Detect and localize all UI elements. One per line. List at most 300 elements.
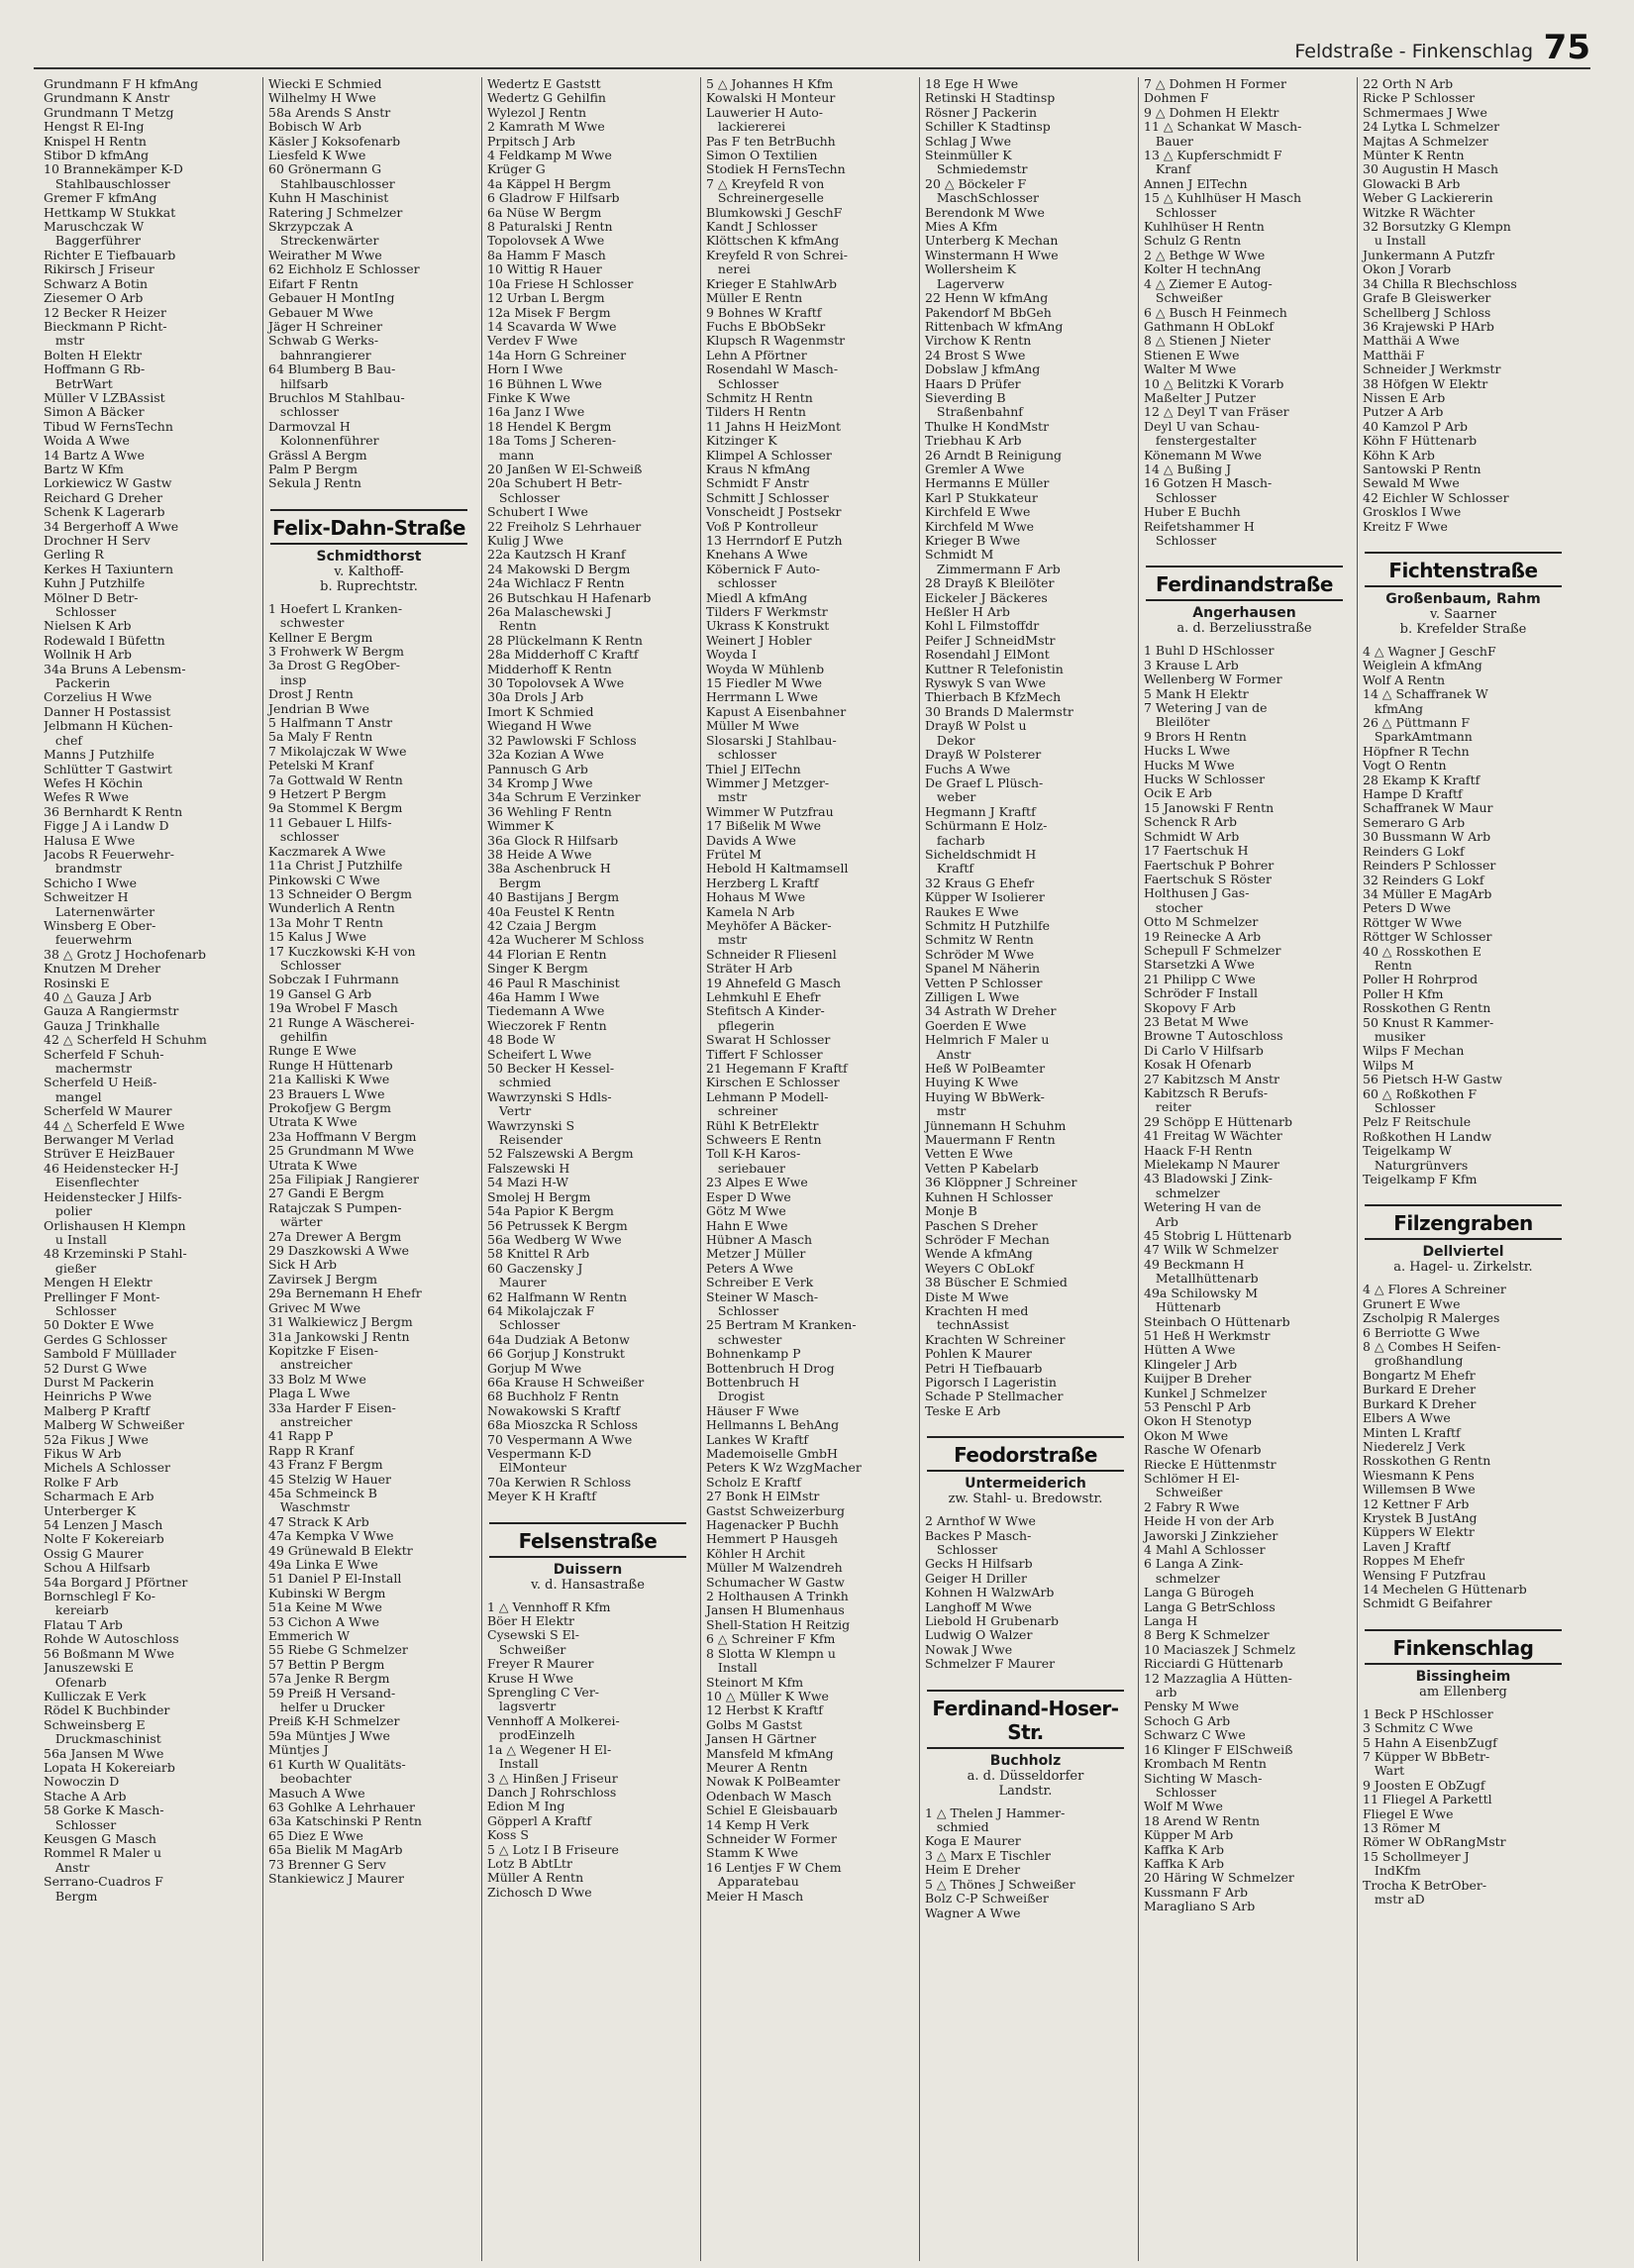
- resident-entry: Tiedemann A Wwe: [487, 1003, 605, 1019]
- resident-entry: 29 Daszkowski A Wwe: [268, 1243, 410, 1259]
- resident-entry: Koga E Maurer: [925, 1833, 1021, 1849]
- resident-entry: 5 △ Johannes H Kfm: [706, 77, 834, 91]
- resident-entry: Bruchlos M Stahlbau-: [268, 389, 405, 405]
- resident-entry: Annen J ElTechn: [1144, 175, 1248, 191]
- resident-entry: Reichard G Dreher: [44, 489, 163, 505]
- resident-entry: 9 Joosten E ObZugf: [1363, 1777, 1485, 1793]
- resident-entry: 10 Brannekämper K-D: [44, 161, 183, 177]
- resident-entry: Stankiewicz J Maurer: [268, 1870, 404, 1886]
- resident-entry: Scheifert L Wwe: [487, 1046, 592, 1062]
- resident-entry: 53 Penschl P Arb: [1144, 1398, 1252, 1414]
- resident-entry: 9 Brors H Rentn: [1144, 728, 1247, 744]
- resident-entry: 57 Bettin P Bergm: [268, 1656, 385, 1672]
- resident-entry: 20 Häring W Schmelzer: [1144, 1870, 1294, 1886]
- resident-entry: Mademoiselle GmbH: [706, 1446, 838, 1461]
- resident-entry: Köhn K Arb: [1363, 447, 1435, 463]
- resident-entry: Winstermann H Wwe: [925, 247, 1059, 262]
- resident-entry: Schreiber E Verk: [706, 1275, 814, 1290]
- resident-entry: 15 Fiedler M Wwe: [706, 675, 823, 691]
- resident-entry: 4 △ Ziemer E Autog-: [1144, 275, 1273, 291]
- resident-entry: Laternenwärter: [44, 903, 155, 919]
- resident-entry: Jünnemann H Schuhm: [925, 1117, 1067, 1133]
- resident-entry: 23 Alpes E Wwe: [706, 1175, 808, 1190]
- resident-entry: 64a Dudziak A Betonw: [487, 1331, 630, 1347]
- resident-entry: 42a Wucherer M Schloss: [487, 932, 645, 948]
- resident-entry: Stache A Arb: [44, 1788, 127, 1804]
- resident-entry: Fuchs E BbObSekr: [706, 318, 826, 334]
- resident-entry: Reinders G Lokf: [1363, 843, 1465, 859]
- resident-entry: Golbs M Gastst: [706, 1716, 802, 1732]
- resident-entry: anstreicher: [268, 1413, 353, 1429]
- resident-entry: schlosser: [706, 747, 777, 763]
- resident-entry: facharb: [925, 832, 985, 848]
- resident-entry: Skopovy F Arb: [1144, 999, 1236, 1015]
- resident-entry: Drost J Rentn: [268, 686, 354, 702]
- resident-entry: Schiller K Stadtinsp: [925, 119, 1051, 135]
- resident-entry: Peters A Wwe: [706, 1260, 793, 1276]
- resident-entry: u Install: [44, 1231, 107, 1247]
- resident-entry: 5 Hahn A EisenbZugf: [1363, 1734, 1497, 1750]
- resident-entry: Singer K Bergm: [487, 961, 588, 977]
- resident-entry: 13 Römer M: [1363, 1820, 1441, 1836]
- resident-entry: weber: [925, 789, 976, 805]
- resident-entry: 3 Frohwerk W Bergm: [268, 644, 405, 659]
- resident-entry: 6 △ Schreiner F Kfm: [706, 1631, 836, 1647]
- resident-entry: Eifart F Rentn: [268, 275, 358, 291]
- resident-entry: Schweißer: [1144, 290, 1223, 306]
- resident-entry: Huying W BbWerk-: [925, 1088, 1045, 1104]
- resident-entry: Tilders F Werkmstr: [706, 604, 828, 620]
- resident-entry: Diste M Wwe: [925, 1289, 1009, 1304]
- resident-entry: 65a Bielik M MagArb: [268, 1842, 403, 1858]
- resident-entry: gehilfin: [268, 1028, 328, 1044]
- resident-entry: Sobczak I Fuhrmann: [268, 972, 399, 987]
- resident-entry: Gerling R: [44, 547, 104, 563]
- resident-entry: 59 Preiß H Versand-: [268, 1685, 396, 1701]
- resident-entry: Meyhöfer A Bäcker-: [706, 917, 832, 933]
- resident-entry: 16 Lentjes F W Chem: [706, 1859, 842, 1875]
- resident-entry: 64 Mikolajczak F: [487, 1302, 595, 1318]
- resident-entry: Strüver E HeizBauer: [44, 1146, 175, 1162]
- resident-entry: 54 Lenzen J Masch: [44, 1517, 163, 1533]
- resident-entry: Unterberger K: [44, 1502, 137, 1518]
- resident-entry: Vogt O Rentn: [1363, 758, 1447, 773]
- resident-entry: Kirchfeld E Wwe: [925, 504, 1031, 520]
- resident-entry: 42 Czaia J Bergm: [487, 917, 597, 933]
- resident-entry: Pigorsch I Lageristin: [925, 1374, 1057, 1390]
- resident-entry: Schröder F Install: [1144, 985, 1258, 1001]
- resident-entry: 3 △ Marx E Tischler: [925, 1847, 1052, 1863]
- resident-entry: 32 Kraus G Ehefr: [925, 875, 1035, 890]
- resident-entry: Hohaus M Wwe: [706, 889, 806, 905]
- resident-entry: Rentn: [487, 618, 537, 634]
- resident-entry: Grunert E Wwe: [1363, 1295, 1461, 1311]
- resident-entry: Schwarz C Wwe: [1144, 1727, 1246, 1743]
- resident-entry: 8 △ Combes H Seifen-: [1363, 1339, 1501, 1355]
- resident-entry: Müller E Rentn: [706, 290, 803, 306]
- resident-entry: 60 Grönermann G: [268, 161, 382, 177]
- resident-entry: Krieger E StahlwArb: [706, 275, 837, 291]
- resident-entry: Eickeler J Bäckeres: [925, 589, 1048, 605]
- resident-entry: stocher: [1144, 899, 1203, 915]
- resident-entry: Wefes R Wwe: [44, 789, 129, 805]
- resident-entry: Palm P Bergm: [268, 461, 357, 476]
- resident-entry: Kirchfeld M Wwe: [925, 518, 1035, 534]
- resident-entry: Bottenbruch H Drog: [706, 1360, 835, 1376]
- resident-entry: Knutzen M Dreher: [44, 961, 161, 977]
- resident-entry: Krystek B JustAng: [1363, 1509, 1478, 1525]
- resident-entry: Drochner H Serv: [44, 533, 151, 548]
- resident-entry: 25 Grundmann M Wwe: [268, 1143, 415, 1159]
- resident-entry: Slosarski J Stahlbau-: [706, 732, 837, 748]
- resident-entry: Gebauer H MontIng: [268, 290, 395, 306]
- resident-entry: Schmiedemstr: [925, 161, 1028, 177]
- resident-entry: 10 △ Müller K Wwe: [706, 1688, 829, 1703]
- resident-entry: 14 Kemp H Verk: [706, 1816, 809, 1832]
- resident-entry: Ryswyk S van Wwe: [925, 675, 1046, 691]
- resident-entry: Klingeler J Arb: [1144, 1356, 1238, 1372]
- resident-entry: 20 △ Böckeler F: [925, 175, 1027, 191]
- resident-entry: Arb: [1144, 1213, 1178, 1229]
- resident-entry: 12 △ Deyl T van Fräser: [1144, 404, 1289, 420]
- resident-entry: 12 Urban L Bergm: [487, 290, 605, 306]
- district-name: Untermeiderich: [965, 1476, 1086, 1493]
- resident-entry: 30 Bussmann W Arb: [1363, 829, 1491, 845]
- resident-entry: Rosendahl J ElMont: [925, 647, 1050, 663]
- resident-entry: Küpper M Arb: [1144, 1827, 1234, 1843]
- resident-entry: Wimmer J Metzger-: [706, 774, 830, 790]
- district-name: Großenbaum, Rahm: [1385, 591, 1541, 607]
- resident-entry: Wunderlich A Rentn: [268, 900, 395, 916]
- resident-entry: Faertschuk P Bohrer: [1144, 857, 1275, 873]
- resident-entry: Woida A Wwe: [44, 433, 130, 449]
- resident-entry: 38 Heide A Wwe: [487, 846, 592, 862]
- resident-entry: 6a Nüse W Bergm: [487, 204, 602, 220]
- resident-entry: Schmelzer F Maurer: [925, 1656, 1056, 1672]
- resident-entry: Kohnen H WalzwArb: [925, 1585, 1055, 1600]
- resident-entry: 24a Wichlacz F Rentn: [487, 575, 625, 591]
- resident-entry: 13 Herrndorf E Putzh: [706, 533, 843, 548]
- resident-entry: 62 Halfmann W Rentn: [487, 1289, 627, 1304]
- resident-entry: Schlosser: [1144, 204, 1217, 220]
- resident-entry: Kabitzsch R Berufs-: [1144, 1085, 1269, 1100]
- resident-entry: Freyer R Maurer: [487, 1656, 594, 1672]
- resident-entry: Schiel E Gleisbauarb: [706, 1803, 838, 1818]
- resident-entry: Falszewski H: [487, 1160, 570, 1176]
- resident-entry: Rödel K Buchbinder: [44, 1702, 170, 1718]
- resident-entry: 27 Gandi E Bergm: [268, 1186, 384, 1201]
- resident-entry: Wollersheim K: [925, 261, 1016, 277]
- resident-entry: Preiß K-H Schmelzer: [268, 1713, 400, 1729]
- resident-entry: 40 △ Gauza J Arb: [44, 989, 152, 1004]
- resident-entry: 30 Augustin H Masch: [1363, 161, 1499, 177]
- resident-entry: Vonscheidt J Postsekr: [706, 504, 842, 520]
- resident-entry: Schulz G Rentn: [1144, 233, 1242, 249]
- resident-entry: Rosskothen G Rentn: [1363, 1000, 1491, 1016]
- resident-entry: mstr: [44, 333, 85, 349]
- resident-entry: Nowakowski S Kraftf: [487, 1402, 620, 1418]
- resident-entry: Liesfeld K Wwe: [268, 148, 366, 163]
- resident-entry: 31a Jankowski J Rentn: [268, 1328, 410, 1344]
- resident-entry: Gauza J Trinkhalle: [44, 1017, 160, 1033]
- resident-entry: Kulliczak E Verk: [44, 1688, 147, 1703]
- resident-entry: 5 △ Lotz I B Friseure: [487, 1841, 619, 1857]
- resident-entry: Kaczmarek A Wwe: [268, 843, 386, 859]
- resident-entry: Klimpel A Schlosser: [706, 447, 832, 463]
- resident-entry: Hucks L Wwe: [1144, 743, 1231, 759]
- resident-entry: Rasche W Ofenarb: [1144, 1442, 1262, 1458]
- resident-entry: Darmovzal H: [268, 418, 351, 434]
- resident-entry: Kuhlhüser H Rentn: [1144, 219, 1265, 235]
- resident-entry: 15 △ Kuhlhüser H Masch: [1144, 190, 1302, 206]
- resident-entry: Kaffka K Arb: [1144, 1855, 1224, 1871]
- resident-entry: 12 Mazzaglia A Hütten-: [1144, 1670, 1292, 1686]
- resident-entry: 36a Glock R Hilfsarb: [487, 832, 619, 848]
- resident-entry: 28 Plückelmann K Rentn: [487, 632, 643, 648]
- resident-entry: Hütten A Wwe: [1144, 1342, 1236, 1358]
- resident-entry: Weiglein A kfmAng: [1363, 658, 1482, 673]
- resident-entry: 4a Käppel H Bergm: [487, 175, 611, 191]
- resident-entry: Metallhüttenarb: [1144, 1271, 1259, 1287]
- resident-entry: 51 Daniel P El-Install: [268, 1571, 402, 1587]
- resident-entry: 8 Slotta W Klempn u: [706, 1645, 836, 1661]
- resident-entry: mstr aD: [1363, 1892, 1425, 1907]
- resident-entry: Kandt J Schlosser: [706, 219, 818, 235]
- resident-entry: machermstr: [44, 1061, 132, 1077]
- resident-entry: Bobisch W Arb: [268, 119, 361, 135]
- resident-entry: schmied: [487, 1075, 552, 1090]
- resident-entry: Scherfeld U Heiß-: [44, 1075, 157, 1090]
- resident-entry: Rolke F Arb: [44, 1474, 119, 1490]
- resident-entry: Nowoczin D: [44, 1774, 120, 1790]
- resident-entry: schmied: [925, 1819, 989, 1835]
- resident-entry: 56 Boßmann M Wwe: [44, 1645, 175, 1661]
- resident-entry: 3a Drost G RegOber-: [268, 658, 400, 673]
- resident-entry: 7 △ Kreyfeld R von: [706, 175, 825, 191]
- resident-entry: 42 △ Scherfeld H Schuhm: [44, 1032, 207, 1048]
- resident-entry: Schlosser: [706, 1302, 779, 1318]
- resident-entry: 54a Papior K Bergm: [487, 1203, 614, 1219]
- resident-entry: Sekula J Rentn: [268, 475, 361, 491]
- resident-entry: großhandlung: [1363, 1353, 1464, 1369]
- resident-entry: Haack F-H Rentn: [1144, 1142, 1253, 1158]
- resident-entry: Herzberg L Kraftf: [706, 875, 819, 890]
- resident-entry: 1a △ Wegener H El-: [487, 1741, 612, 1757]
- resident-entry: Wilps F Mechan: [1363, 1043, 1465, 1059]
- resident-entry: 11a Christ J Putzhilfe: [268, 858, 403, 874]
- directory-column: [262, 77, 469, 2261]
- resident-entry: Smolej H Bergm: [487, 1188, 591, 1204]
- resident-entry: Ziesemer O Arb: [44, 290, 144, 306]
- resident-entry: Rühl K BetrElektr: [706, 1117, 819, 1133]
- resident-entry: Schneider R Fliesenl: [706, 946, 837, 962]
- resident-entry: Schlosser: [268, 957, 342, 973]
- resident-entry: Schenck R Arb: [1144, 814, 1238, 830]
- resident-entry: Hoffmann G Rb-: [44, 361, 146, 377]
- resident-entry: 46 Paul R Maschinist: [487, 975, 620, 990]
- resident-entry: Schmidt W Arb: [1144, 828, 1240, 844]
- resident-entry: 34 Kromp J Wwe: [487, 774, 593, 790]
- resident-entry: Herrmann L Wwe: [706, 689, 818, 705]
- resident-entry: Kosak H Ofenarb: [1144, 1057, 1252, 1073]
- resident-entry: Peters D Wwe: [1363, 900, 1451, 916]
- resident-entry: Lotz B AbtLtr: [487, 1855, 572, 1871]
- resident-entry: bahnrangierer: [268, 347, 371, 362]
- resident-entry: Scherfeld W Maurer: [44, 1103, 172, 1119]
- resident-entry: Heide H von der Arb: [1144, 1513, 1275, 1529]
- resident-entry: Hüttenarb: [1144, 1299, 1221, 1315]
- resident-entry: hilfsarb: [268, 375, 329, 391]
- resident-entry: Danch J Rohrschloss: [487, 1784, 617, 1800]
- resident-entry: Packerin: [44, 675, 111, 691]
- resident-entry: Grivec M Wwe: [268, 1299, 361, 1315]
- resident-entry: Zilligen L Wwe: [925, 989, 1020, 1004]
- resident-entry: Lauwerier H Auto-: [706, 104, 823, 120]
- resident-entry: Maßelter J Putzer: [1144, 389, 1256, 405]
- resident-entry: 14 △ Schaffranek W: [1363, 686, 1488, 702]
- resident-entry: Könemann M Wwe: [1144, 447, 1263, 463]
- resident-entry: 8 Berg K Schmelzer: [1144, 1627, 1270, 1643]
- resident-entry: 4 △ Flores A Schreiner: [1363, 1282, 1506, 1297]
- resident-entry: 13 Schneider O Bergm: [268, 885, 412, 901]
- resident-entry: Bieckmann P Richt-: [44, 318, 167, 334]
- resident-entry: 9 Bohnes W Kraftf: [706, 304, 822, 320]
- resident-entry: 56a Jansen M Wwe: [44, 1745, 164, 1761]
- resident-entry: Stahlbauschlosser: [44, 175, 170, 191]
- resident-entry: Malberg W Schweißer: [44, 1417, 184, 1433]
- resident-entry: 41 Freitag W Wächter: [1144, 1128, 1282, 1144]
- resident-entry: Edion M Ing: [487, 1799, 565, 1814]
- resident-entry: 32 Reinders G Lokf: [1363, 872, 1484, 887]
- resident-entry: Danner H Postassist: [44, 703, 171, 719]
- resident-entry: 43 Franz F Bergm: [268, 1457, 383, 1473]
- resident-entry: Schweißer: [487, 1641, 566, 1657]
- resident-entry: Gastst Schweizerburg: [706, 1502, 845, 1518]
- resident-entry: Schlosser: [44, 1816, 117, 1832]
- resident-entry: 4 △ Wagner J GeschF: [1363, 644, 1496, 659]
- resident-entry: schmelzer: [1144, 1185, 1220, 1200]
- resident-entry: Santowski P Rentn: [1363, 461, 1481, 476]
- resident-entry: Wawrzynski S: [487, 1117, 575, 1133]
- resident-entry: 7 Mikolajczak W Wwe: [268, 743, 407, 759]
- resident-entry: Wolf M Wwe: [1144, 1799, 1223, 1814]
- resident-entry: mstr: [706, 932, 748, 948]
- resident-entry: 11 △ Schankat W Masch-: [1144, 119, 1302, 135]
- resident-entry: Langa G Bürogeh: [1144, 1585, 1255, 1600]
- resident-entry: Streckenwärter: [268, 233, 379, 249]
- resident-entry: Rodewald I Büfettn: [44, 632, 165, 648]
- resident-entry: 54a Borgard J Pförtner: [44, 1574, 188, 1590]
- resident-entry: Paschen S Dreher: [925, 1217, 1038, 1233]
- resident-entry: Anstr: [44, 1859, 90, 1875]
- resident-entry: BetrWart: [44, 375, 113, 391]
- resident-entry: Rösner J Packerin: [925, 104, 1038, 120]
- resident-entry: pflegerin: [706, 1017, 775, 1033]
- resident-entry: Simon O Textilien: [706, 148, 818, 163]
- resident-entry: 47 Wilk W Schmelzer: [1144, 1242, 1278, 1258]
- street-span: am Ellenberg: [1419, 1684, 1507, 1700]
- resident-entry: Zavirsek J Bergm: [268, 1271, 377, 1287]
- resident-entry: Wagner A Wwe: [925, 1905, 1021, 1920]
- resident-entry: 7a Gottwald W Rentn: [268, 772, 403, 787]
- resident-entry: Krachten W Schreiner: [925, 1331, 1066, 1347]
- resident-entry: Steinort M Kfm: [706, 1674, 804, 1690]
- resident-entry: 50 Dokter E Wwe: [44, 1317, 154, 1333]
- resident-entry: 23 Betat M Wwe: [1144, 1013, 1249, 1029]
- resident-entry: Pelz F Reitschule: [1363, 1114, 1472, 1130]
- resident-entry: 28 Drayß K Bleilöter: [925, 575, 1055, 591]
- resident-entry: Keusgen G Masch: [44, 1830, 156, 1846]
- resident-entry: Burkard E Dreher: [1363, 1382, 1477, 1397]
- street-span: a. Hagel- u. Zirkelstr.: [1393, 1260, 1533, 1276]
- resident-entry: Kerkes H Taxiuntern: [44, 561, 174, 576]
- resident-entry: Wedertz E Gaststt: [487, 77, 601, 91]
- resident-entry: 54 Mazi H-W: [487, 1175, 568, 1190]
- street-span: v. Kalthoff- b. Ruprechtstr.: [320, 564, 418, 594]
- resident-entry: Schlosser: [487, 489, 561, 505]
- resident-entry: Ricke P Schlosser: [1363, 90, 1476, 106]
- resident-entry: Bohnenkamp P: [706, 1346, 801, 1362]
- street-span: a. d. Düsseldorfer Landstr.: [967, 1768, 1084, 1799]
- resident-entry: Hellmanns L BehAng: [706, 1417, 840, 1433]
- resident-entry: Steinmüller K: [925, 148, 1012, 163]
- resident-entry: 23a Hoffmann V Bergm: [268, 1128, 417, 1144]
- resident-entry: Walter M Wwe: [1144, 361, 1237, 377]
- resident-entry: Weber G Lackiererin: [1363, 190, 1493, 206]
- resident-entry: 8 △ Stienen J Nieter: [1144, 333, 1271, 349]
- resident-entry: Heßler H Arb: [925, 604, 1010, 620]
- resident-entry: helfer u Drucker: [268, 1700, 385, 1715]
- resident-entry: Scharmach E Arb: [44, 1489, 154, 1504]
- resident-entry: Schneider J Werkmstr: [1363, 361, 1501, 377]
- resident-entry: MaschSchlosser: [925, 190, 1039, 206]
- resident-entry: Schmitz H Putzhilfe: [925, 917, 1051, 933]
- resident-entry: Mansfeld M kfmAng: [706, 1745, 834, 1761]
- resident-entry: SparkAmtmann: [1363, 729, 1473, 745]
- resident-entry: Schlag J Wwe: [925, 133, 1011, 149]
- resident-entry: 65 Diez E Wwe: [268, 1827, 363, 1843]
- resident-entry: Trocha K BetrOber-: [1363, 1877, 1487, 1893]
- resident-entry: 68a Mioszcka R Schloss: [487, 1417, 639, 1433]
- resident-entry: Wylezol J Rentn: [487, 104, 587, 120]
- resident-entry: 44 △ Scherfeld E Wwe: [44, 1117, 185, 1133]
- resident-entry: mann: [487, 447, 535, 463]
- resident-entry: Anstr: [925, 1046, 971, 1062]
- resident-entry: Stodiek H FernsTechn: [706, 161, 846, 177]
- resident-entry: Horn I Wwe: [487, 361, 563, 377]
- resident-entry: Di Carlo V Hilfsarb: [1144, 1042, 1264, 1058]
- resident-entry: Kuttner R Telefonistin: [925, 661, 1064, 676]
- resident-entry: 17 Faertschuk H: [1144, 843, 1249, 859]
- resident-entry: Göpperl A Kraftf: [487, 1812, 591, 1828]
- resident-entry: Shell-Station H Reitzig: [706, 1616, 851, 1632]
- district-name: Schmidthorst: [316, 548, 422, 565]
- resident-entry: Grundmann T Metzg: [44, 104, 174, 120]
- resident-entry: Kolter H technAng: [1144, 261, 1262, 277]
- resident-entry: Verdev F Wwe: [487, 333, 578, 349]
- resident-entry: 16 Bühnen L Wwe: [487, 375, 602, 391]
- resident-entry: Niederelz J Verk: [1363, 1438, 1466, 1454]
- resident-entry: 51 Heß H Werkmstr: [1144, 1327, 1271, 1343]
- resident-entry: 43 Bladowski J Zink-: [1144, 1171, 1273, 1186]
- resident-entry: Zichosch D Wwe: [487, 1884, 592, 1900]
- resident-entry: Klöttschen K kfmAng: [706, 233, 840, 249]
- resident-entry: 12 Kettner F Arb: [1363, 1495, 1470, 1511]
- resident-entry: Pohlen K Maurer: [925, 1346, 1032, 1362]
- resident-entry: Schlosser: [1144, 489, 1217, 505]
- resident-entry: 64 Blumberg B Bau-: [268, 361, 396, 377]
- resident-entry: Frütel M: [706, 846, 762, 862]
